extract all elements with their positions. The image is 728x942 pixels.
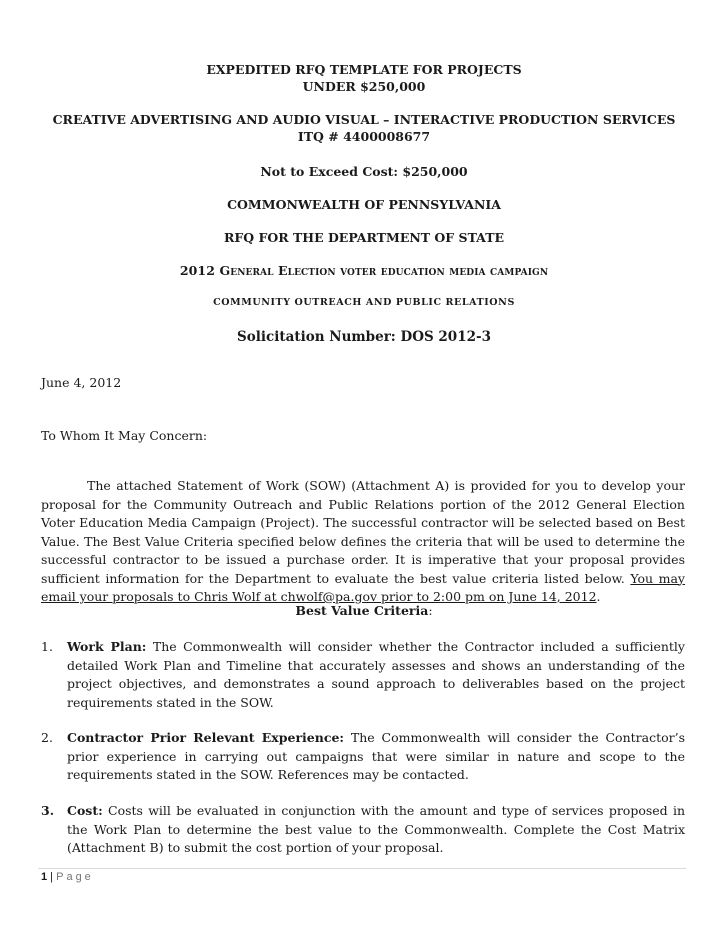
criteria-item-title: Cost: [67, 803, 103, 818]
letter-body [41, 477, 685, 607]
letter-body-text: The attached Statement of Work (SOW) (Attachment A) is provided for you to develop your proposal for the Community Outreach and Public Relations portion of the 2012 General Election Voter Education Media Campaign (Project). The successful contractor will be selected based on Best Value. The Best Value Criteria specified below defines the criteria that will be used to determine the successful contractor to be issued a purchase order. It is imperative that your proposal provides sufficient information for the Department to evaluate the best value criteria listed below. [41, 478, 685, 586]
title-line-3: CREATIVE ADVERTISING AND AUDIO VISUAL – INTERACTIVE PRODUCTION SERVICES [52, 112, 676, 127]
letter-salutation: To Whom It May Concern: [41, 428, 208, 443]
criteria-item-title: Contractor Prior Relevant Experience: [67, 730, 345, 745]
email-instructions: You may email your proposals to Chris Wolf at chwolf@pa.gov prior to 2:00 pm on June 14, 2012 [41, 570, 685, 604]
title-line-2: UNDER $250,000 [302, 79, 426, 94]
page-label: Page [56, 871, 94, 883]
solicitation-number: Solicitation Number: DOS 2012-3 [237, 329, 491, 345]
criteria-item-cost [41, 802, 685, 858]
letter-date: June 4, 2012 [41, 375, 122, 390]
criteria-item-number: 3. [41, 803, 55, 818]
not-to-exceed-cost: Not to Exceed Cost: $250,000 [260, 164, 468, 179]
criteria-heading-text: Best Value Criteria [295, 603, 429, 618]
footer-divider [38, 868, 686, 869]
itq-number: ITQ # 4400008677 [297, 129, 431, 144]
criteria-item-text: Costs will be evaluated in conjunction with the amount and type of services proposed in the Work Plan to determine the best value to the Commonwealth. Complete the Cost Matrix (Attachment B) to submit the cost portion of your proposal. [67, 803, 685, 855]
page-footer [41, 871, 94, 883]
title-line-1: EXPEDITED RFQ TEMPLATE FOR PROJECTS [206, 62, 522, 77]
page-separator: | [47, 871, 57, 883]
page-number: 1 [41, 871, 48, 883]
letter-body-end: . [596, 589, 601, 604]
criteria-item-title: Work Plan: [67, 639, 147, 654]
criteria-item-text: The Commonwealth will consider whether the Contractor included a sufficiently detailed Work Plan and Timeline that accurately assesses and shows an understanding of the project objectives, and demonstrates a sound approach to deliverables based on the project requirements stated in the SOW. [67, 639, 685, 710]
criteria-item-work-plan [41, 638, 685, 712]
best-value-criteria-heading [0, 602, 728, 621]
rfq-department-heading: RFQ FOR THE DEPARTMENT OF STATE [223, 230, 505, 245]
criteria-item-experience [41, 729, 685, 785]
campaign-heading: 2012 General Election voter education media campaign [179, 263, 549, 278]
commonwealth-heading: COMMONWEALTH OF PENNSYLVANIA [227, 197, 501, 212]
criteria-item-text: The Commonwealth will consider the Contractor’s prior experience in carrying out campaigns that were similar in nature and scope to the requirements stated in the SOW. References may be contacted. [67, 730, 685, 782]
criteria-item-number: 1. [41, 639, 53, 654]
outreach-heading: COMMUNITY OUTREACH AND PUBLIC RELATIONS [213, 297, 515, 308]
criteria-item-number: 2. [41, 730, 53, 745]
criteria-heading-colon: : [428, 603, 433, 618]
